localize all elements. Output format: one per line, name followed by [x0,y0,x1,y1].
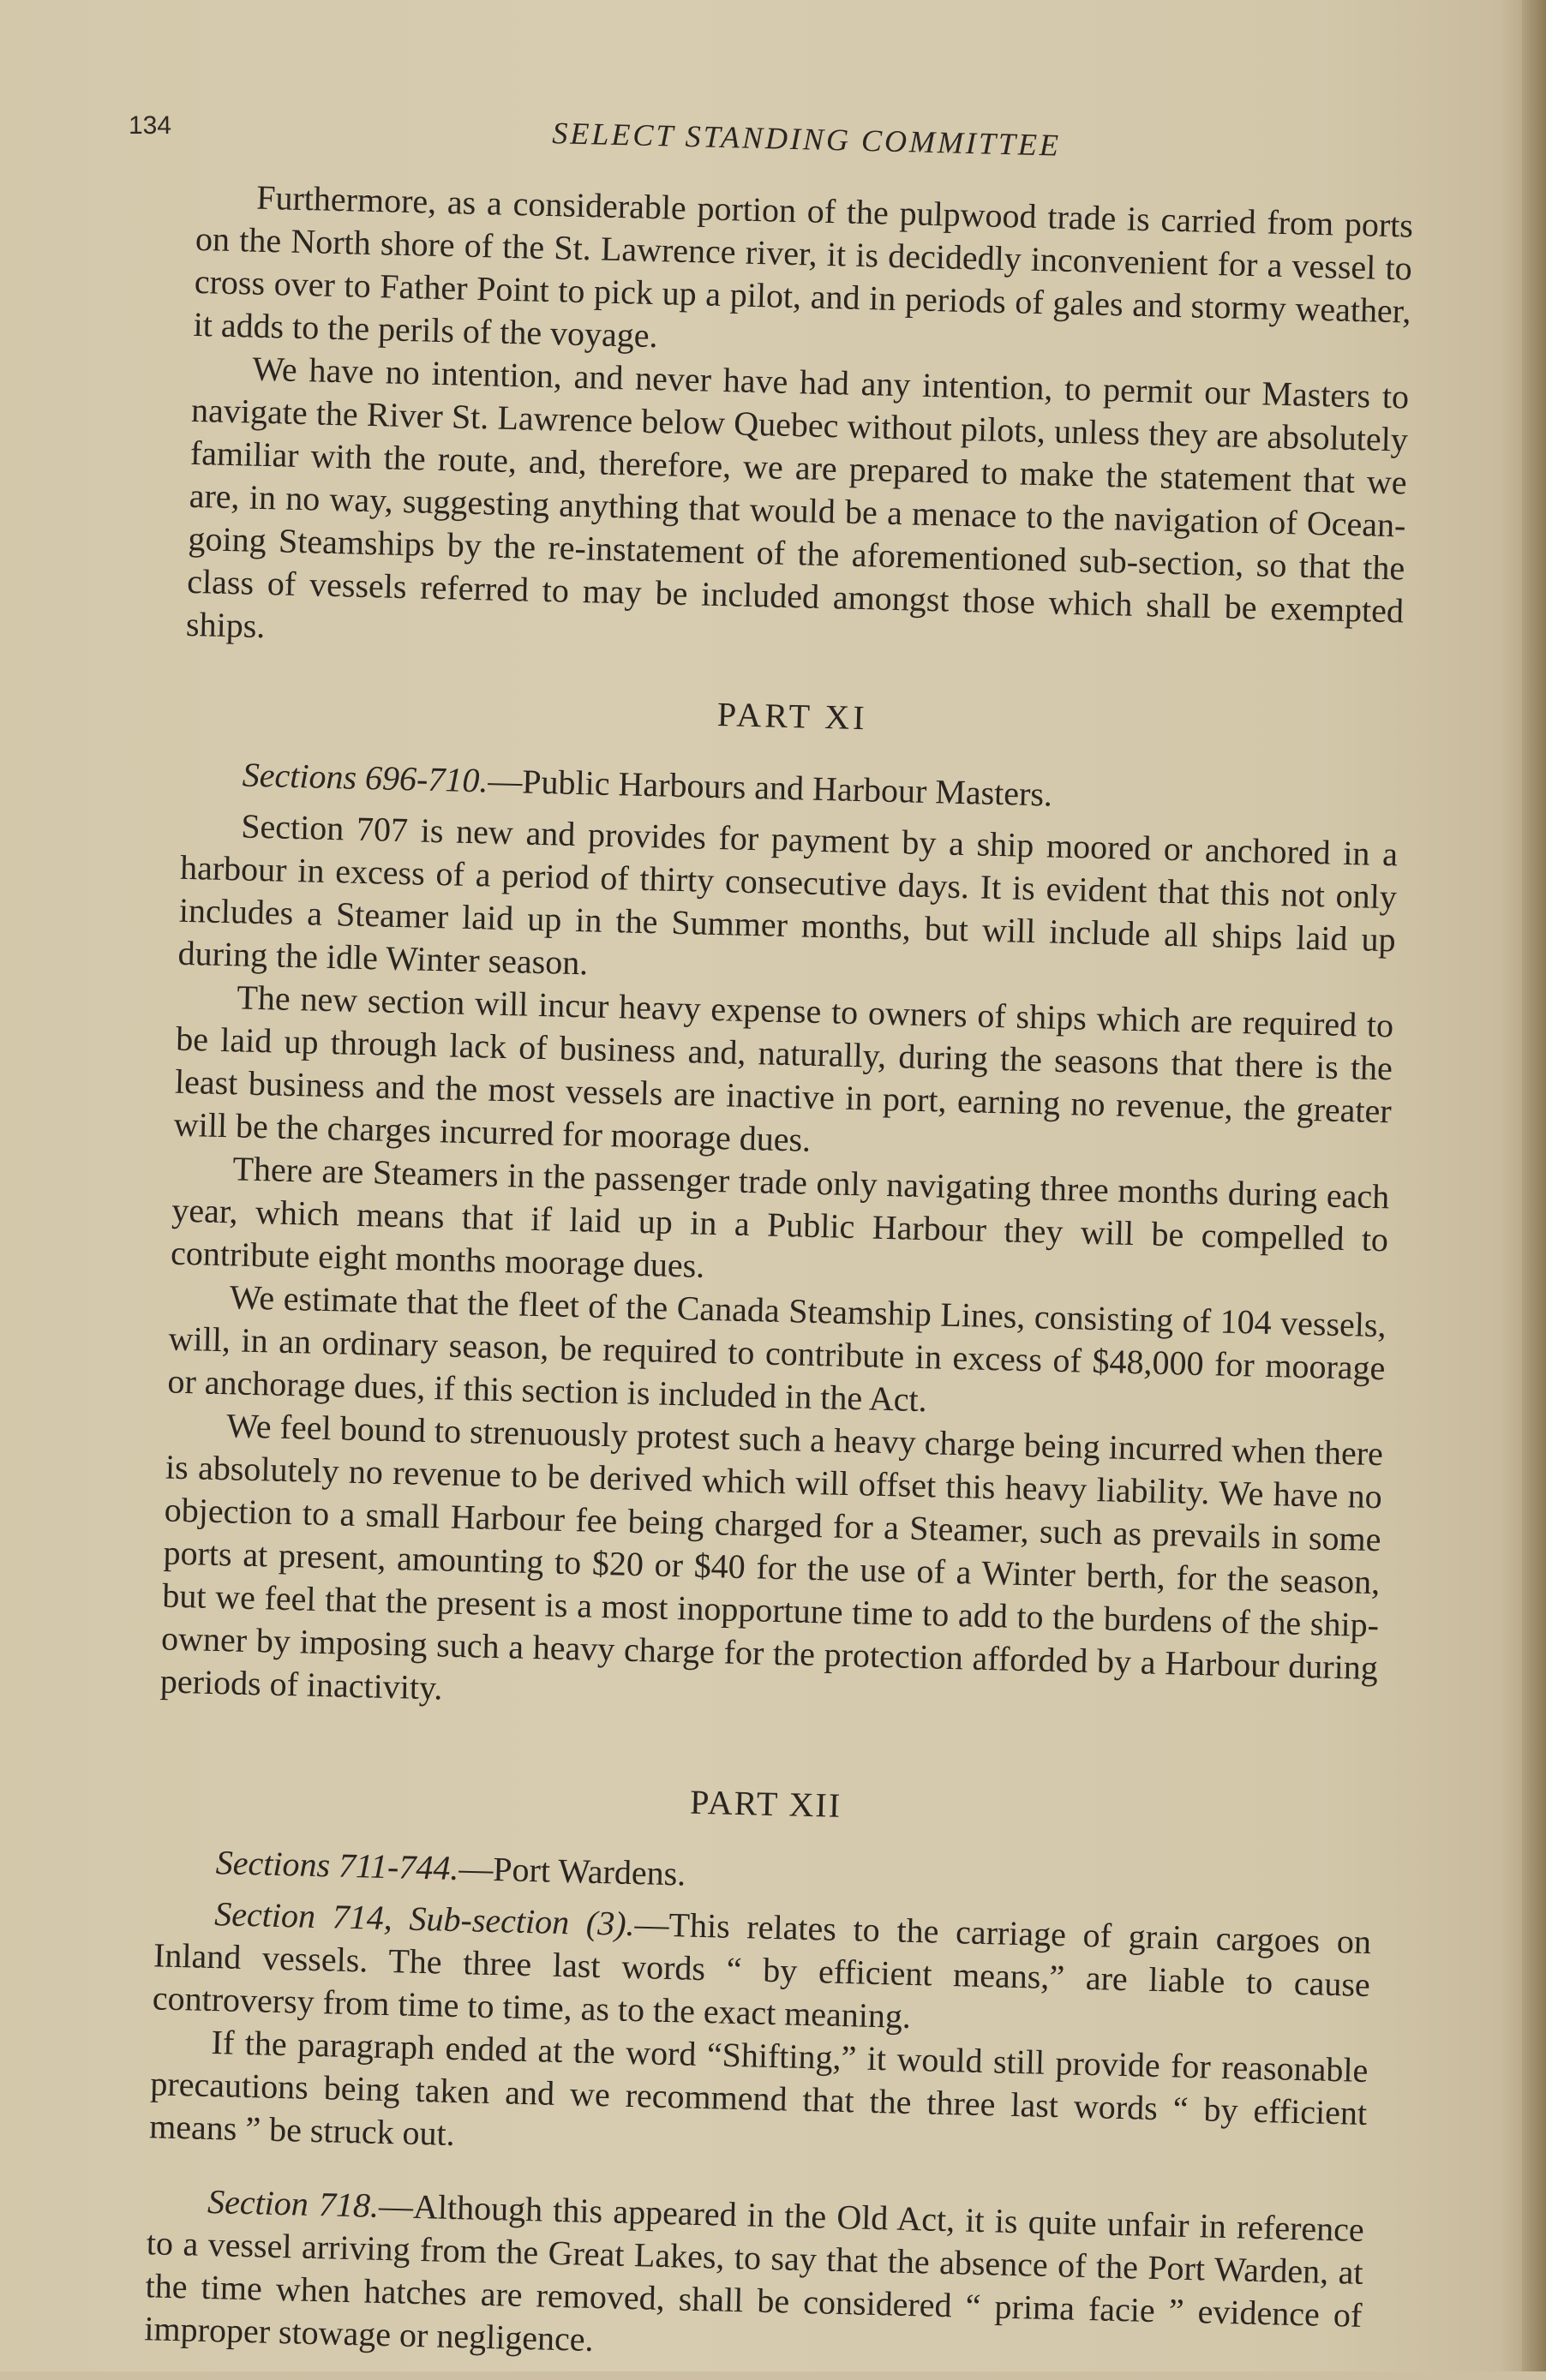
intro-paragraph-1: Furthermore, as a considerable portion of the pulpwood trade is carried from ports on the North shore of the St. Lawrence river, it is decidedly inconvenient for a vessel to cross over to Father Point to pick up a pilot, and in periods of gales and stormy weather, it adds to the perils of the voyage. [193,177,1414,356]
running-head: SELECT STANDING COMMITTEE [551,116,1062,163]
part-xi-sections-title: —Public Harbours and Harbour Masters. [487,761,1053,814]
part-xi-sections-ref: Sections 696-710. [242,755,488,800]
part-xi-paragraph-3: There are Steamers in the passenger trade only navigating three months during each year, which means that if laid up in a Public Harbour they will be compelled to contribute eight months moorage dues. [170,1149,1390,1285]
page-body [144,103,1416,2380]
section-714-text: —This relates to the carriage of grain cargoes on Inland vessels. The three last words “ by efficient means,” are liable to cause controversy from time to time, as to the exact meaning. [152,1905,1372,2036]
part-xii-sections-ref: Sections 711-744. [215,1843,459,1888]
book-spine-shadow [1522,0,1546,2371]
part-xi-paragraph-1: Section 707 is new and provides for payment by a ship moored or anchored in a harbour in excess of a period of thirty consecutive days. It is evident that this not only includes a Steamer laid up in the Summer months, but will include all ships laid up during the idle Winter season. [177,806,1399,983]
part-xi-paragraph-2: The new section will incur heavy expense to owners of ships which are required to be laid up through lack of business and, naturally, during the seasons that there is the least business and the most vessels are inactive in port, earning no revenue, the greater will be the charges incurred for moorage dues. [173,978,1394,1159]
section-718-ref: Section 718. [207,2181,380,2225]
part-xii-sections-title: —Port Wardens. [458,1849,686,1893]
part-xi-heading: PART XI [716,694,869,738]
section-718-text: —Although this appeared in the Old Act, it is quite unfair in reference to a vessel arriving from the Great Lakes, to say that the absence of the Port Warden, at the time when hatches are removed, shall be considered “ prima facie ” evidence of improper stowage or negligence. [143,2186,1365,2359]
part-xi-paragraph-5: We feel bound to strenuously protest such a heavy charge being incurred when there is absolutely no revenue to be derived which will offset this heavy liability. We have no objection to a small Harbour fee being charged for a Steamer, such as prevails in some ports at present, amounting to $20 or $40 for the use of a Winter berth, for the season, but we feel that the present is a most inopportune time to add to the burdens of the ship-owner by imposing such a heavy charge for the protection afforded by a Harbour during periods of inactivity. [159,1406,1384,1707]
page-number: 134 [129,111,172,140]
intro-paragraph-2: We have no intention, and never have had any intention, to permit our Masters to navigate the River St. Lawrence below Quebec without pilots, unless they are absolutely familiar with the route, and, therefore, we are prepared to make the statement that we are, in no way, suggesting anything that would be a menace to the navigation of Ocean-going Steamships by the re-instatement of the aforementioned sub-section, so that the class of vessels referred to may be included amongst those which shall be exempted ships. [185,349,1410,646]
section-714-ref: Section 714, Sub-section (3). [213,1894,636,1944]
part-xii-heading: PART XII [689,1782,842,1825]
section-714-paragraph-2: If the paragraph ended at the word “Shifting,” it would still provide for reasonable precautions being taken and we recommend that the three last words “ by efficient means ” be struck out. [148,2023,1369,2153]
section-718-paragraph [144,2179,1364,2380]
part-xi-paragraph-4: We estimate that the fleet of the Canada Steamship Lines, consisting of 104 vessels, will, in an ordinary season, be required to contribute in excess of $48,000 for moorage or anchorage dues, if this section is included in the Act. [166,1277,1387,1420]
